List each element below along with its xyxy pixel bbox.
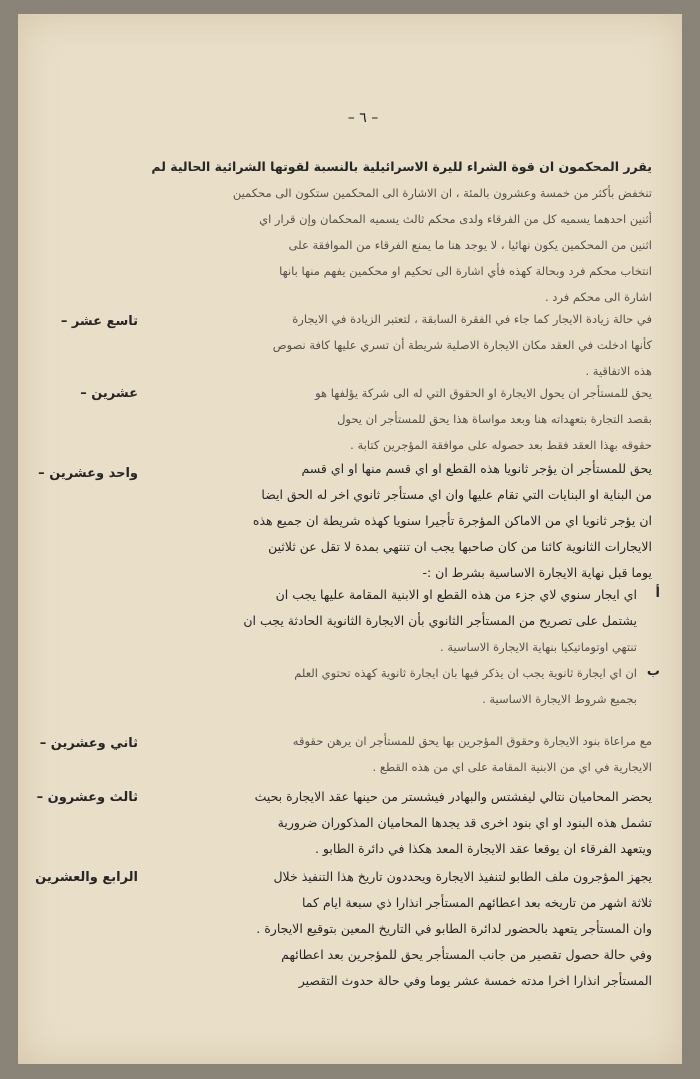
text-line: تنخفض بأكثر من خمسة وعشرون بالمئة ، ان الاشارة الى المحكمين ستكون الى محكمين	[232, 186, 652, 200]
text-line: حقوقه بهذا العقد فقط بعد حصوله على موافقة المؤجرين كتابة .	[350, 438, 652, 452]
text-line: بقصد التجارة بتعهداته هنا وبعد مواساة هذا يحق للمستأجر ان يحول	[337, 412, 652, 426]
clause-label-23: ثالث وعشرون –	[36, 790, 138, 805]
text-line: يقرر المحكمون ان قوة الشراء لليرة الاسرائيلية بالنسبة لقوتها الشرائية الحالية لم	[151, 159, 652, 174]
text-line: الايجارية في اي من الابنية المقامة على اي من هذه القطع .	[372, 760, 652, 774]
clause-23-text	[192, 784, 652, 862]
text-line: ويتعهد الفرقاء ان يوقعا عقد الايجارة المعد هكذا في دائرة الطابو .	[314, 841, 652, 856]
clause-label-20: عشرين –	[80, 386, 138, 401]
clause-label-22: ثاني وعشرين –	[39, 736, 138, 751]
text-line: يحضر المحاميان نتالي ليفشتس والبهادر فيشستر من حينها عقد الايجارة بحيث	[254, 789, 652, 804]
clause-label-21: واحد وعشرين –	[38, 466, 138, 481]
subitem-a-text	[197, 582, 637, 660]
text-line: اي ايجار سنوي لاي جزء من هذه القطع او الابنية المقامة عليها يجب ان	[275, 587, 637, 602]
document-page	[18, 14, 682, 1064]
text-line: ان يؤجر ثانويا اي من الاماكن المؤجرة تأجيرا سنويا كهذه شريطة ان جميع هذه	[252, 513, 652, 528]
text-line: وان المستأجر يتعهد بالحضور لدائرة الطابو في التاريخ المعين بتوقيع الايجارة .	[256, 921, 652, 936]
clause-22-text	[192, 728, 652, 780]
text-line: من البناية او البنايات التي تقام عليها وان اي مستأجر ثانوي اخر له الحق ايضا	[261, 487, 652, 502]
text-line: وفي حالة حصول تقصير من جانب المستأجر يحق للمؤجرين بعد اعطائهم	[281, 947, 652, 962]
text-line: يجهز المؤجرون ملف الطابو لتنفيذ الايجارة ويحددون تاريخ هذا التنفيذ خلال	[273, 869, 652, 884]
intro-paragraph	[42, 154, 652, 310]
text-line: تنتهي اوتوماتيكيا بنهاية الايجارة الاساسية .	[440, 640, 637, 654]
subitem-b-text	[197, 660, 637, 712]
text-line: يحق للمستأجر ان يؤجر ثانويا هذه القطع او اي قسم منها او اي قسم	[301, 461, 652, 476]
text-line: يحق للمستأجر ان يحول الايجارة او الحقوق التي له الى شركة يؤلفها هو	[315, 386, 652, 400]
text-line: ثلاثة اشهر من تاريخه بعد اعطائهم المستأجر انذارا ذي سبعة ايام كما	[301, 895, 652, 910]
text-line: الايجارات الثانوية كائنا من كان صاحبها يجب ان تنتهي بمدة لا تقل عن ثلاثين	[268, 539, 652, 554]
subitem-marker-a: أ	[655, 586, 660, 601]
text-line: يوما قبل نهاية الايجارة الاساسية بشرط ان :-	[422, 565, 652, 580]
text-line: اشارة الى محكم فرد .	[544, 290, 652, 304]
clause-19-text	[192, 306, 652, 384]
text-line: يشتمل على تصريح من المستأجر الثانوي بأن الايجارة الثانوية الحادثة يجب ان	[243, 613, 637, 628]
text-line: أثنين احدهما يسميه كل من الفرقاء ولدى محكم ثالث يسميه المحكمان وإن قرار اي	[259, 212, 652, 226]
text-line: اثنين من المحكمين يكون نهائيا ، لا يوجد هنا ما يمنع الفرقاء من الموافقة على	[288, 238, 652, 252]
clause-21-text	[192, 456, 652, 586]
page-number: – ٦ –	[347, 110, 379, 126]
clause-label-19: تاسع عشر –	[60, 314, 138, 329]
text-line: ان اي ايجارة ثانوية يجب ان يذكر فيها بان ايجارة ثانوية كهذه تحتوي العلم	[294, 666, 637, 680]
text-line: تشمل هذه البنود او اي بنود اخرى قد يجدها المحاميان المذكوران ضرورية	[277, 815, 652, 830]
text-line: في حالة زيادة الايجار كما جاء في الفقرة السابقة ، لتعتبر الزيادة في الايجارة	[292, 312, 652, 326]
text-line: هذه الاتفاقية .	[585, 364, 652, 378]
clause-24-text	[192, 864, 652, 994]
text-line: كأنها ادخلت في العقد مكان الايجارة الاصلية شريطة أن تسري عليها كافة نصوص	[272, 338, 652, 352]
clause-label-24: الرابع والعشرين	[35, 870, 138, 885]
text-line: انتخاب محكم فرد وبحالة كهذه فأي اشارة الى تحكيم او محكمين يفهم منها بانها	[279, 264, 652, 278]
text-line: بجميع شروط الايجارة الاساسية .	[482, 692, 637, 706]
clause-20-text	[192, 380, 652, 458]
text-line: المستأجر انذارا اخرا مدته خمسة عشر يوما وفي حالة حدوث التقصير	[298, 973, 652, 988]
text-line: مع مراعاة بنود الايجارة وحقوق المؤجرين بها يحق للمستأجر ان يرهن حقوقه	[292, 734, 652, 748]
subitem-marker-b: ب	[646, 664, 660, 679]
